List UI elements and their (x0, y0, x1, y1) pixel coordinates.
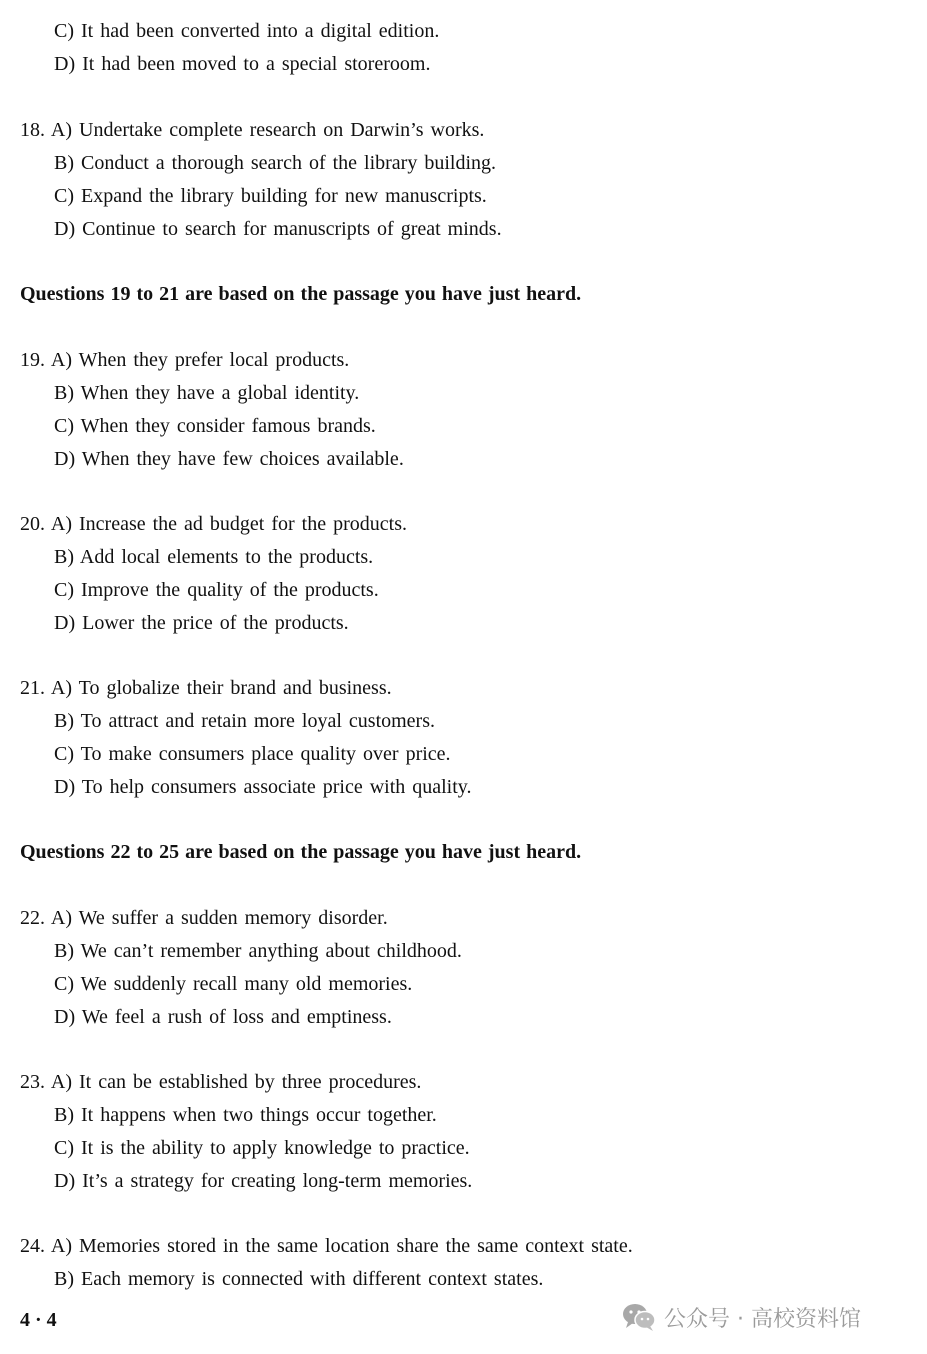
q23-option-b: B) It happens when two things occur together. (54, 1104, 437, 1126)
q22-option-d: D) We feel a rush of loss and emptiness. (54, 1006, 392, 1028)
q18-option-c: C) Expand the library building for new manuscripts. (54, 185, 487, 207)
q21-option-d: D) To help consumers associate price with quality. (54, 776, 472, 798)
q24-option-b: B) Each memory is connected with different context states. (54, 1268, 544, 1290)
section-heading-22-25: Questions 22 to 25 are based on the passage you have just heard. (20, 841, 582, 863)
q23-option-c: C) It is the ability to apply knowledge to practice. (54, 1137, 470, 1159)
section-heading-19-21: Questions 19 to 21 are based on the passage you have just heard. (20, 283, 582, 305)
q20-option-b: B) Add local elements to the products. (54, 546, 374, 568)
q17-option-d: D) It had been moved to a special storeroom. (54, 53, 431, 75)
q23-option-a: 23. A) It can be established by three procedures. (20, 1071, 422, 1093)
wechat-icon (622, 1302, 656, 1332)
q21-option-a: 21. A) To globalize their brand and business. (20, 677, 392, 699)
q20-option-c: C) Improve the quality of the products. (54, 579, 379, 601)
q20-option-d: D) Lower the price of the products. (54, 612, 349, 634)
q22-option-b: B) We can’t remember anything about childhood. (54, 940, 462, 962)
q24-option-a: 24. A) Memories stored in the same location share the same context state. (20, 1235, 633, 1257)
q19-option-a: 19. A) When they prefer local products. (20, 349, 350, 371)
q22-option-c: C) We suddenly recall many old memories. (54, 973, 413, 995)
q19-option-d: D) When they have few choices available. (54, 448, 404, 470)
q21-option-c: C) To make consumers place quality over price. (54, 743, 451, 765)
q22-option-a: 22. A) We suffer a sudden memory disorder. (20, 907, 388, 929)
q18-option-d: D) Continue to search for manuscripts of great minds. (54, 218, 502, 240)
q21-option-b: B) To attract and retain more loyal customers. (54, 710, 436, 732)
page-number: 4 · 4 (20, 1309, 57, 1331)
q20-option-a: 20. A) Increase the ad budget for the products. (20, 513, 407, 535)
watermark-text: 公众号 · 高校资料馆 (664, 1306, 861, 1332)
watermark (622, 1300, 861, 1334)
q18-option-a: 18. A) Undertake complete research on Darwin’s works. (20, 119, 485, 141)
q19-option-c: C) When they consider famous brands. (54, 415, 376, 437)
q19-option-b: B) When they have a global identity. (54, 382, 360, 404)
q23-option-d: D) It’s a strategy for creating long-term memories. (54, 1170, 473, 1192)
q17-option-c: C) It had been converted into a digital edition. (54, 20, 440, 42)
q18-option-b: B) Conduct a thorough search of the library building. (54, 152, 497, 174)
